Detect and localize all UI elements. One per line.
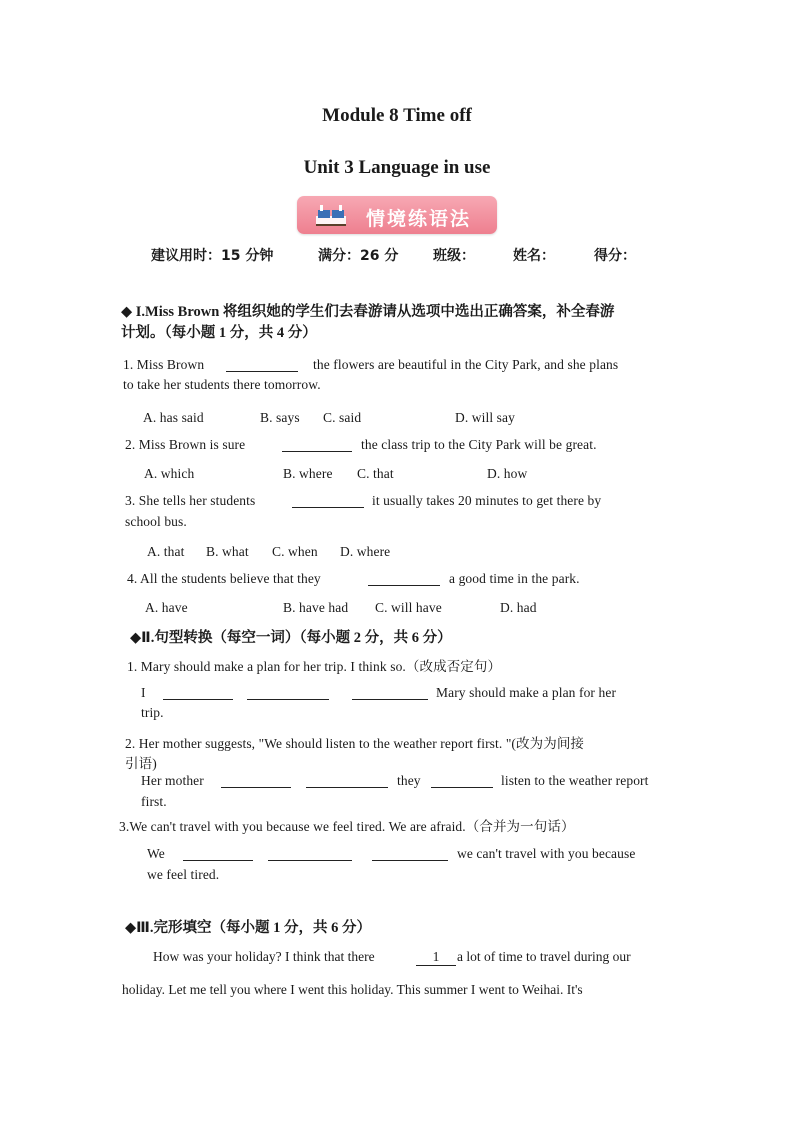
s2-q1-blank-2[interactable] [247, 687, 329, 700]
s1-q2-option-d: D. how [487, 466, 528, 481]
s1-q3-text-b: it usually takes 20 minutes to get there by [372, 493, 602, 508]
s1-q2-option-a: A. which [144, 466, 195, 481]
s2-q2-answer-d: first. [141, 794, 167, 809]
s1-q4-option-a: A. have [145, 600, 188, 615]
section2-heading: ◆Ⅱ.句型转换（每空一词）（每小题 2 分，共 6 分） [130, 630, 452, 646]
s1-q3-option-a: A. that [147, 544, 185, 559]
s1-q4-text-a: 4. All the students believe that they [127, 571, 321, 586]
section1-heading-cont: 计划。（每小题 1 分，共 4 分） [121, 325, 317, 341]
time-label: 建议用时：15 分钟 [151, 248, 274, 264]
s1-q1-option-a: A. has said [143, 410, 204, 425]
s1-q4-blank[interactable] [368, 573, 440, 586]
s2-q2-answer-b: they [397, 773, 421, 788]
s1-q2-option-b: B. where [283, 466, 333, 481]
s2-q3-answer-c: we feel tired. [147, 867, 220, 882]
s1-q2-text-b: the class trip to the City Park will be great. [361, 437, 597, 452]
s1-q1-option-b: B. says [260, 410, 300, 425]
s2-q2-blank-2[interactable] [306, 775, 388, 788]
s2-q1-answer-c: trip. [141, 705, 164, 720]
passage-blank-1[interactable]: 1 [416, 949, 456, 966]
s2-q3-blank-2[interactable] [268, 848, 352, 861]
s2-q2-answer-c: listen to the weather report [501, 773, 649, 788]
s2-q2-answer-a: Her mother [141, 773, 204, 788]
s1-q4-option-b: B. have had [283, 600, 349, 615]
s2-q1-blank-3[interactable] [352, 687, 428, 700]
s2-q3-answer-a: We [147, 846, 165, 861]
section1-heading: ◆ I.Miss Brown 将组织她的学生们去春游请从选项中选出正确答案，补全春游 [121, 304, 615, 320]
s2-q3-answer-b: we can't travel with you because [457, 846, 636, 861]
s1-q1-text-b: the flowers are beautiful in the City Park, and she plans [313, 357, 619, 372]
s1-q2-option-c: C. that [357, 466, 394, 481]
s1-q1-option-d: D. will say [455, 410, 515, 425]
s1-q4-text-b: a good time in the park. [449, 571, 580, 586]
module-title: Module 8 Time off [322, 105, 472, 126]
s1-q3-blank[interactable] [292, 495, 364, 508]
s2-q2-text-a: 2. Her mother suggests, "We should listen to the weather report first. "(改为为间接 [125, 736, 585, 751]
s1-q1-option-c: C. said [323, 410, 362, 425]
s2-q1-text: 1. Mary should make a plan for her trip. I think so.（改成否定句） [127, 659, 502, 674]
s1-q2-blank[interactable] [282, 439, 352, 452]
book-icon [314, 202, 348, 228]
s2-q2-blank-3[interactable] [431, 775, 493, 788]
score-label: 满分：26 分 [318, 248, 399, 264]
s1-q2-text-a: 2. Miss Brown is sure [125, 437, 246, 452]
s1-q3-option-c: C. when [272, 544, 318, 559]
s2-q1-answer-b: Mary should make a plan for her [436, 685, 617, 700]
s2-q2-blank-1[interactable] [221, 775, 291, 788]
passage-line2: holiday. Let me tell you where I went this holiday. This summer I went to Weihai. It's [122, 982, 583, 997]
s2-q3-text: 3.We can't travel with you because we feel tired. We are afraid.（合并为一句话） [119, 819, 575, 834]
s1-q1-text-c: to take her students there tomorrow. [123, 377, 321, 392]
s2-q3-blank-3[interactable] [372, 848, 448, 861]
s1-q4-option-d: D. had [500, 600, 537, 615]
passage-line1-a: How was your holiday? I think that there [153, 949, 375, 964]
s2-q1-blank-1[interactable] [163, 687, 233, 700]
s1-q3-text-a: 3. She tells her students [125, 493, 256, 508]
s2-q3-blank-1[interactable] [183, 848, 253, 861]
section3-heading: ◆Ⅲ.完形填空（每小题 1 分，共 6 分） [125, 920, 371, 936]
s2-q1-answer-a: I [141, 685, 146, 700]
s1-q4-option-c: C. will have [375, 600, 442, 615]
passage-line1-b: a lot of time to travel during our [457, 949, 631, 964]
grade-label: 得分： [594, 248, 636, 264]
s2-q2-text-b: 引语) [125, 756, 157, 771]
s1-q1-blank[interactable] [226, 359, 298, 372]
unit-title: Unit 3 Language in use [303, 157, 491, 178]
name-label: 姓名： [513, 248, 555, 264]
s1-q3-option-d: D. where [340, 544, 391, 559]
class-label: 班级： [433, 248, 475, 264]
s1-q3-text-c: school bus. [125, 514, 187, 529]
s1-q3-option-b: B. what [206, 544, 249, 559]
section-banner [297, 196, 497, 234]
banner-label: 情境练语法 [366, 208, 472, 230]
s1-q1-text-a: 1. Miss Brown [123, 357, 205, 372]
